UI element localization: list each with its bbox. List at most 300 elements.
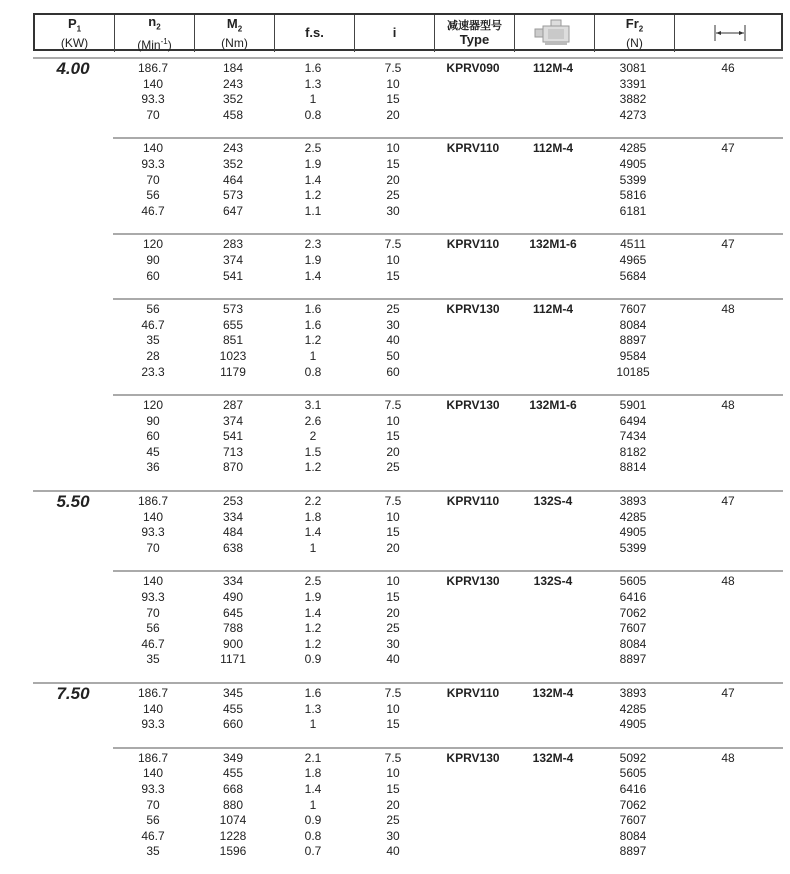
- i-cell: 50: [386, 348, 400, 363]
- empty-cell: [33, 173, 113, 189]
- empty-cell: [33, 253, 113, 269]
- n2-cell: 93.3: [141, 717, 165, 732]
- n2-cell: 60: [146, 429, 160, 444]
- fs-cell: 3.1: [304, 398, 322, 413]
- table-row: [33, 108, 783, 124]
- empty-cell: [513, 541, 593, 557]
- empty-cell: [33, 429, 113, 445]
- fs-cell: 1: [309, 797, 317, 812]
- m2-cell: 287: [222, 398, 244, 413]
- empty-cell: [433, 766, 513, 782]
- fs-cell: 1.4: [304, 525, 322, 540]
- empty-cell: [513, 414, 593, 430]
- empty-cell: [513, 204, 593, 220]
- m2-cell: 655: [222, 317, 244, 332]
- empty-cell: [673, 813, 783, 829]
- fr2-cell: 7607: [619, 621, 647, 636]
- empty-cell: [673, 188, 783, 204]
- dim-cell: 48: [721, 302, 735, 317]
- table-row: [33, 237, 783, 253]
- empty-cell: [433, 637, 513, 653]
- m2-cell: 788: [222, 621, 244, 636]
- m2-cell: 870: [222, 460, 244, 475]
- m2-cell: 1228: [219, 828, 247, 843]
- m2-cell: 374: [222, 252, 244, 267]
- m2-cell: 490: [222, 590, 244, 605]
- empty-cell: [673, 445, 783, 461]
- fs-cell: 1.4: [304, 268, 322, 283]
- i-cell: 60: [386, 364, 400, 379]
- n2-cell: 46.7: [141, 636, 165, 651]
- fr2-cell: 8897: [619, 844, 647, 859]
- empty-cell: [673, 829, 783, 845]
- empty-cell: [673, 652, 783, 668]
- fr2-cell: 4905: [619, 156, 647, 171]
- fs-cell: 1.2: [304, 188, 322, 203]
- n2-cell: 28: [146, 348, 160, 363]
- empty-cell: [513, 702, 593, 718]
- empty-cell: [433, 253, 513, 269]
- fs-cell: 1.2: [304, 333, 322, 348]
- empty-cell: [433, 590, 513, 606]
- empty-cell: [33, 188, 113, 204]
- empty-cell: [33, 525, 113, 541]
- empty-cell: [33, 77, 113, 93]
- empty-cell: [33, 157, 113, 173]
- empty-cell: [673, 525, 783, 541]
- table-row: [33, 813, 783, 829]
- m2-cell: 573: [222, 188, 244, 203]
- empty-cell: [433, 429, 513, 445]
- table-row: [33, 621, 783, 637]
- table-row: [33, 92, 783, 108]
- row-group: [33, 57, 783, 137]
- dim-cell: 47: [721, 141, 735, 156]
- empty-cell: [433, 414, 513, 430]
- table-row: [33, 173, 783, 189]
- m2-cell: 1074: [219, 813, 247, 828]
- m2-cell: 243: [222, 141, 244, 156]
- n2-cell: 23.3: [141, 364, 165, 379]
- table-row: [33, 445, 783, 461]
- i-cell: 15: [386, 590, 400, 605]
- empty-cell: [33, 204, 113, 220]
- i-cell: 7.5: [384, 494, 402, 509]
- fs-cell: 0.8: [304, 364, 322, 379]
- m2-cell: 352: [222, 156, 244, 171]
- header-m2: $M_2$ (Nm): [195, 15, 275, 52]
- type-cell: KPRV110: [446, 237, 500, 252]
- fs-cell: 1: [309, 92, 317, 107]
- empty-cell: [673, 173, 783, 189]
- n2-cell: 60: [146, 268, 160, 283]
- m2-cell: 851: [222, 333, 244, 348]
- table-row: [33, 525, 783, 541]
- dimension-arrow-icon: [675, 15, 785, 52]
- table-row: [33, 204, 783, 220]
- m2-cell: 573: [222, 302, 244, 317]
- row-group: [33, 682, 783, 747]
- m2-cell: 334: [222, 509, 244, 524]
- fr2-cell: 8814: [619, 460, 647, 475]
- i-cell: 30: [386, 828, 400, 843]
- fs-cell: 0.8: [304, 107, 322, 122]
- fs-cell: 2.2: [304, 494, 322, 509]
- fr2-cell: 5816: [619, 188, 647, 203]
- m2-cell: 668: [222, 781, 244, 796]
- row-group: [33, 490, 783, 570]
- fs-cell: 2.1: [304, 750, 322, 765]
- table-row: [33, 844, 783, 860]
- m2-cell: 349: [222, 750, 244, 765]
- m2-cell: 541: [222, 268, 244, 283]
- empty-cell: [433, 652, 513, 668]
- fr2-cell: 3893: [619, 686, 647, 700]
- m2-cell: 283: [222, 237, 244, 252]
- empty-cell: [433, 333, 513, 349]
- header-i: i: [355, 15, 435, 52]
- fs-cell: 2.3: [304, 237, 322, 252]
- empty-cell: [33, 365, 113, 381]
- dim-cell: 46: [721, 61, 735, 75]
- n2-cell: 70: [146, 605, 160, 620]
- m2-cell: 1179: [220, 364, 246, 379]
- empty-cell: [433, 173, 513, 189]
- empty-cell: [513, 157, 593, 173]
- fs-cell: 2.5: [304, 574, 322, 589]
- motor-cell: 132M1-6: [529, 398, 577, 413]
- empty-cell: [33, 621, 113, 637]
- i-cell: 15: [386, 717, 400, 732]
- fs-cell: 1.2: [304, 636, 322, 651]
- n2-cell: 140: [142, 509, 164, 524]
- fr2-cell: 4965: [619, 252, 647, 267]
- empty-cell: [33, 798, 113, 814]
- empty-cell: [33, 751, 113, 767]
- empty-cell: [433, 445, 513, 461]
- fr2-cell: 7607: [619, 302, 647, 317]
- fr2-cell: 5605: [619, 574, 647, 589]
- empty-cell: [513, 782, 593, 798]
- table-row: [33, 494, 783, 510]
- empty-cell: [433, 460, 513, 476]
- table-row: [33, 686, 783, 702]
- empty-cell: [673, 798, 783, 814]
- empty-cell: [33, 717, 113, 733]
- fr2-cell: 8897: [619, 652, 647, 667]
- fr2-cell: 9584: [619, 348, 647, 363]
- n2-cell: 186.7: [137, 750, 169, 765]
- fs-cell: 1.4: [304, 172, 322, 187]
- empty-cell: [33, 141, 113, 157]
- fs-cell: 1.4: [304, 605, 322, 620]
- empty-cell: [433, 541, 513, 557]
- empty-cell: [33, 510, 113, 526]
- fr2-cell: 5399: [619, 172, 647, 187]
- empty-cell: [513, 637, 593, 653]
- m2-cell: 541: [222, 429, 244, 444]
- empty-cell: [433, 77, 513, 93]
- empty-cell: [513, 590, 593, 606]
- motor-cell: 132M-4: [532, 686, 574, 700]
- i-cell: 25: [386, 460, 400, 475]
- type-cell: KPRV110: [446, 141, 500, 156]
- empty-cell: [673, 541, 783, 557]
- fs-cell: 0.9: [304, 813, 322, 828]
- fr2-cell: 4905: [619, 717, 647, 732]
- n2-cell: 56: [146, 302, 160, 317]
- type-cell: KPRV110: [446, 686, 500, 700]
- i-cell: 30: [386, 636, 400, 651]
- table-row: [33, 702, 783, 718]
- empty-cell: [513, 429, 593, 445]
- fr2-cell: 5092: [619, 750, 647, 765]
- empty-cell: [513, 349, 593, 365]
- empty-cell: [33, 318, 113, 334]
- i-cell: 10: [386, 141, 400, 156]
- fs-cell: 1.6: [304, 317, 322, 332]
- fs-cell: 1.3: [304, 76, 322, 91]
- motor-cell: 112M-4: [532, 302, 574, 317]
- row-group: [33, 298, 783, 394]
- empty-cell: [33, 398, 113, 414]
- empty-cell: [673, 414, 783, 430]
- fr2-cell: 4285: [619, 701, 647, 716]
- dim-cell: 47: [721, 686, 735, 700]
- m2-cell: 374: [222, 413, 244, 428]
- empty-cell: [673, 510, 783, 526]
- table-row: [33, 77, 783, 93]
- fs-cell: 1: [309, 348, 317, 363]
- empty-cell: [673, 782, 783, 798]
- empty-cell: [673, 365, 783, 381]
- n2-cell: 70: [146, 797, 160, 812]
- i-cell: 7.5: [384, 237, 402, 252]
- dim-cell: 48: [721, 574, 735, 589]
- fr2-cell: 6494: [619, 413, 647, 428]
- empty-cell: [33, 829, 113, 845]
- empty-cell: [513, 510, 593, 526]
- row-group: [33, 570, 783, 682]
- empty-cell: [33, 269, 113, 285]
- n2-cell: 186.7: [137, 686, 169, 700]
- n2-cell: 93.3: [141, 525, 165, 540]
- empty-cell: [673, 844, 783, 860]
- fr2-cell: 4905: [619, 525, 647, 540]
- header-n2: $n_2$ (Min$^{-1}$): [115, 15, 195, 52]
- dim-cell: 47: [721, 237, 735, 252]
- fs-cell: 2.5: [304, 141, 322, 156]
- empty-cell: [513, 621, 593, 637]
- table-row: [33, 188, 783, 204]
- fs-cell: 1.4: [304, 781, 322, 796]
- i-cell: 15: [386, 156, 400, 171]
- table-row: [33, 652, 783, 668]
- empty-cell: [433, 92, 513, 108]
- m2-cell: 464: [222, 172, 244, 187]
- fr2-cell: 4285: [619, 509, 647, 524]
- i-cell: 10: [386, 76, 400, 91]
- table-row: [33, 302, 783, 318]
- fs-cell: 0.9: [304, 652, 322, 667]
- fr2-cell: 8182: [619, 444, 647, 459]
- table-row: [33, 253, 783, 269]
- m2-cell: 1171: [220, 652, 246, 667]
- type-cell: KPRV130: [446, 574, 500, 589]
- i-cell: 15: [386, 92, 400, 107]
- empty-cell: [513, 253, 593, 269]
- fs-cell: 1.9: [304, 156, 322, 171]
- empty-cell: [513, 844, 593, 860]
- fs-cell: 0.8: [304, 828, 322, 843]
- empty-cell: [33, 108, 113, 124]
- empty-cell: [433, 813, 513, 829]
- table-row: [33, 829, 783, 845]
- table-row: [33, 766, 783, 782]
- empty-cell: [673, 77, 783, 93]
- empty-cell: [673, 204, 783, 220]
- empty-cell: [33, 333, 113, 349]
- n2-cell: 186.7: [137, 61, 169, 75]
- empty-cell: [673, 460, 783, 476]
- i-cell: 40: [386, 652, 400, 667]
- fr2-cell: 7607: [619, 813, 647, 828]
- empty-cell: [513, 188, 593, 204]
- table-row: [33, 414, 783, 430]
- empty-cell: [33, 702, 113, 718]
- n2-cell: 70: [146, 107, 160, 122]
- n2-cell: 93.3: [141, 156, 165, 171]
- table-row: [33, 751, 783, 767]
- i-cell: 10: [386, 509, 400, 524]
- n2-cell: 140: [142, 574, 164, 589]
- n2-cell: 140: [142, 141, 164, 156]
- table-row: [33, 157, 783, 173]
- n2-cell: 93.3: [141, 590, 165, 605]
- n2-cell: 93.3: [141, 92, 165, 107]
- table-row: [33, 798, 783, 814]
- empty-cell: [673, 606, 783, 622]
- empty-cell: [673, 92, 783, 108]
- empty-cell: [513, 798, 593, 814]
- i-cell: 20: [386, 172, 400, 187]
- table-row: [33, 61, 783, 77]
- power-cell: 7.50: [56, 684, 90, 703]
- empty-cell: [433, 157, 513, 173]
- i-cell: 20: [386, 797, 400, 812]
- i-cell: 40: [386, 333, 400, 348]
- empty-cell: [33, 637, 113, 653]
- empty-cell: [433, 798, 513, 814]
- empty-cell: [673, 766, 783, 782]
- empty-cell: [673, 429, 783, 445]
- m2-cell: 334: [222, 574, 244, 589]
- table-row: [33, 349, 783, 365]
- fr2-cell: 4273: [619, 107, 647, 122]
- i-cell: 10: [386, 252, 400, 267]
- empty-cell: [33, 574, 113, 590]
- empty-cell: [513, 525, 593, 541]
- fs-cell: 1.3: [304, 701, 322, 716]
- fs-cell: 2: [309, 429, 317, 444]
- fr2-cell: 3882: [619, 92, 647, 107]
- empty-cell: [433, 844, 513, 860]
- i-cell: 7.5: [384, 750, 402, 765]
- table-row: [33, 141, 783, 157]
- empty-cell: [433, 365, 513, 381]
- n2-cell: 186.7: [137, 494, 169, 509]
- type-cell: KPRV110: [446, 494, 500, 509]
- fs-cell: 1.6: [304, 686, 322, 700]
- motor-cell: 132M1-6: [529, 237, 577, 252]
- i-cell: 25: [386, 188, 400, 203]
- empty-cell: [513, 77, 593, 93]
- power-cell: 4.00: [56, 59, 90, 78]
- m2-cell: 184: [222, 61, 244, 75]
- fs-cell: 2.6: [304, 413, 322, 428]
- fr2-cell: 4511: [620, 237, 646, 252]
- table-row: [33, 318, 783, 334]
- dim-cell: 47: [721, 494, 735, 509]
- fr2-cell: 6416: [619, 781, 647, 796]
- i-cell: 20: [386, 444, 400, 459]
- fr2-cell: 5684: [619, 268, 647, 283]
- empty-cell: [513, 269, 593, 285]
- fr2-cell: 6416: [619, 590, 647, 605]
- fs-cell: 1.6: [304, 302, 322, 317]
- i-cell: 25: [386, 621, 400, 636]
- fr2-cell: 5605: [619, 766, 647, 781]
- row-group: [33, 394, 783, 490]
- table-row: [33, 574, 783, 590]
- table-row: [33, 590, 783, 606]
- table-body: [33, 57, 783, 874]
- table-row: [33, 510, 783, 526]
- fr2-cell: 8084: [619, 317, 647, 332]
- i-cell: 15: [386, 429, 400, 444]
- empty-cell: [433, 318, 513, 334]
- row-group: [33, 747, 783, 874]
- empty-cell: [33, 844, 113, 860]
- i-cell: 10: [386, 413, 400, 428]
- empty-cell: [673, 318, 783, 334]
- empty-cell: [433, 717, 513, 733]
- fs-cell: 1.9: [304, 252, 322, 267]
- n2-cell: 90: [146, 413, 160, 428]
- m2-cell: 900: [222, 636, 244, 651]
- table-header: [33, 13, 783, 51]
- empty-cell: [513, 652, 593, 668]
- i-cell: 10: [386, 766, 400, 781]
- n2-cell: 56: [146, 188, 160, 203]
- empty-cell: [33, 445, 113, 461]
- i-cell: 10: [386, 574, 400, 589]
- m2-cell: 243: [222, 76, 244, 91]
- fs-cell: 1: [309, 717, 317, 732]
- empty-cell: [513, 445, 593, 461]
- empty-cell: [673, 157, 783, 173]
- fr2-cell: 8897: [619, 333, 647, 348]
- empty-cell: [33, 349, 113, 365]
- empty-cell: [33, 606, 113, 622]
- empty-cell: [433, 702, 513, 718]
- n2-cell: 35: [146, 333, 160, 348]
- m2-cell: 1596: [219, 844, 247, 859]
- i-cell: 25: [386, 302, 400, 317]
- fr2-cell: 5901: [619, 398, 647, 413]
- n2-cell: 35: [146, 652, 160, 667]
- empty-cell: [433, 621, 513, 637]
